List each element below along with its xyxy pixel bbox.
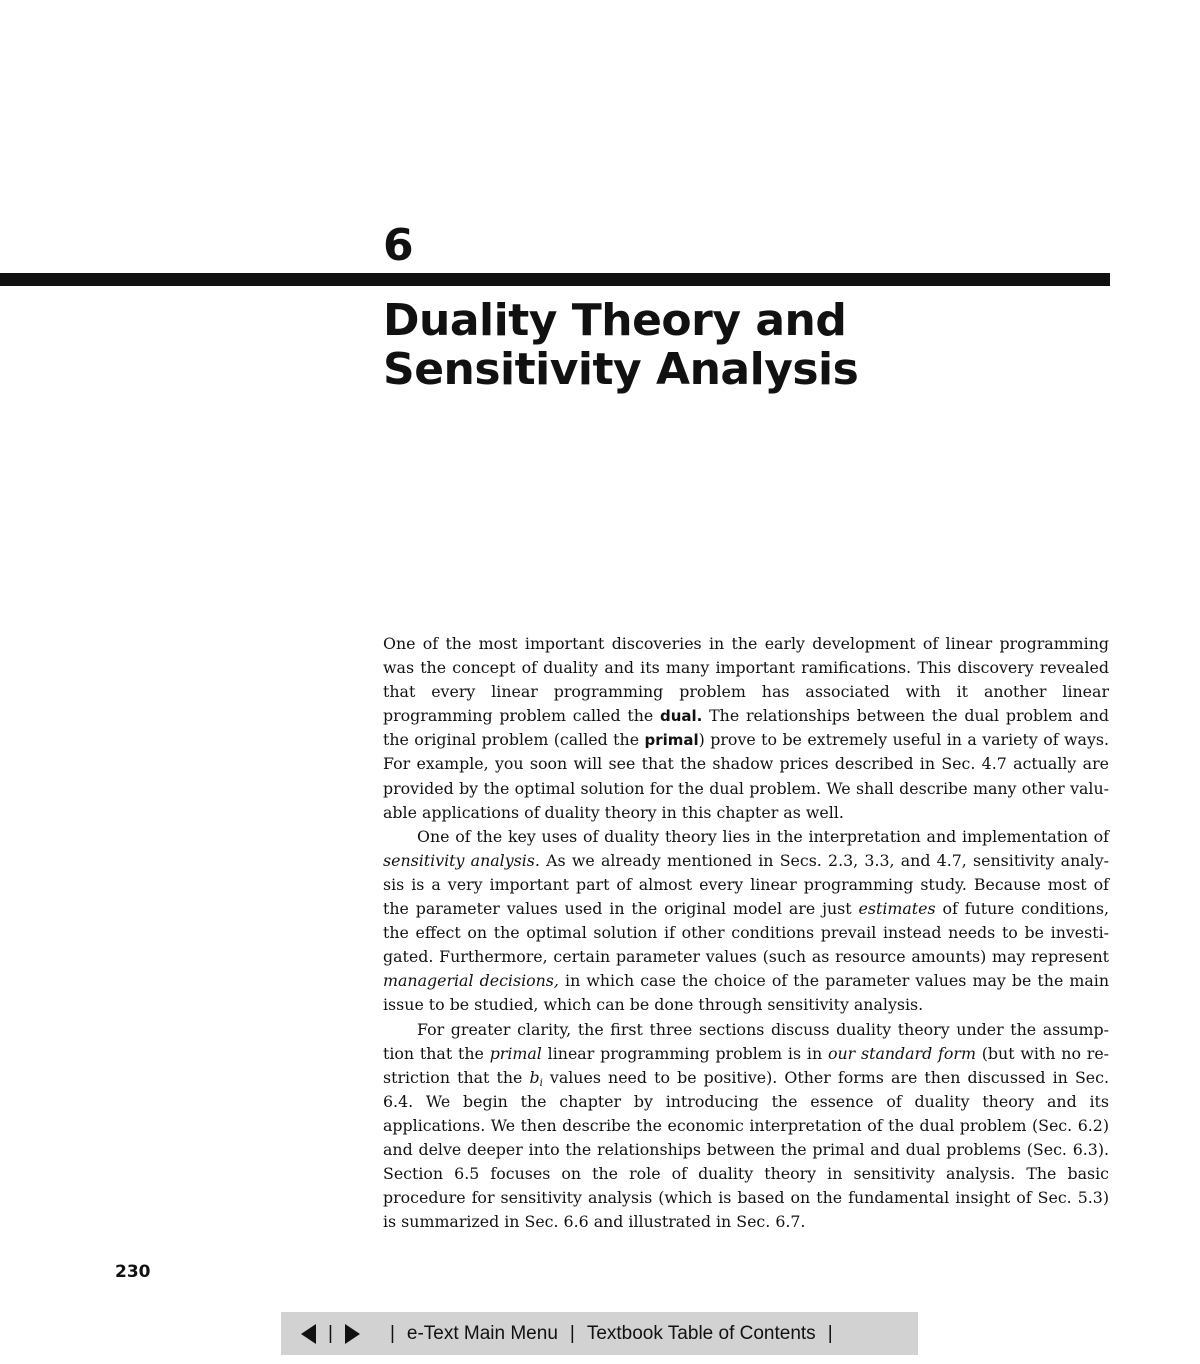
chapter-title bbox=[383, 296, 858, 394]
page-number: 230 bbox=[115, 1262, 151, 1282]
term-sensitivity-analysis: sensitivity analysis. bbox=[383, 850, 540, 870]
text-run: One of the key uses of duality theory lies in the interpretation and implementation of bbox=[417, 826, 1109, 846]
text-run: values need to be positive). Other forms are then discussed in Sec. 6.4. We begin the chapter by introducing the essence of duality theory and its applications. We then describe the economic interpretation of the dual problem (Sec. 6.2) and delve deeper into the relationships between the primal and dual problems (Sec. 6.3). Section 6.5 focuses on the role of duality theory in sensitivity analysis. The basic procedure for sensitivity analysis (which is based on the fundamental insight of Sec. 5.3) is summarized in Sec. 6.6 and illustrated in Sec. 6.7. bbox=[383, 1067, 1109, 1232]
chapter-introduction bbox=[383, 632, 1109, 1234]
text-run: ) prove to be extremely useful in a variety of ways. For example, you soon will see that the shadow prices described in Sec. 4.7 actually are provided by the optimal solution for the dual problem. We shall describe many other valuable applications of duality theory in this chapter as well. bbox=[383, 730, 1110, 822]
nav-separator: | bbox=[389, 1322, 395, 1344]
intro-paragraph-3 bbox=[383, 1018, 1109, 1235]
text-run: The relationships between the dual problem and the original problem (called the bbox=[383, 706, 1109, 750]
etext-main-menu-link[interactable]: e-Text Main Menu bbox=[406, 1322, 558, 1344]
chapter-title-line-1: Duality Theory and bbox=[383, 295, 847, 346]
variable-b: b bbox=[529, 1067, 540, 1087]
term-standard-form: our standard form bbox=[827, 1043, 976, 1063]
previous-page-icon[interactable] bbox=[301, 1324, 316, 1344]
text-run: (but with no restriction that the bbox=[383, 1043, 1110, 1087]
intro-paragraph-1 bbox=[383, 632, 1109, 825]
term-primal-italic: primal bbox=[489, 1043, 542, 1063]
term-primal: primal bbox=[644, 731, 699, 750]
variable-subscript-i: i bbox=[539, 1077, 543, 1089]
next-page-icon[interactable] bbox=[345, 1324, 360, 1344]
chapter-number: 6 bbox=[383, 220, 414, 271]
term-managerial-decisions: managerial decisions, bbox=[383, 971, 559, 991]
nav-separator: | bbox=[328, 1322, 333, 1344]
text-run: One of the most important discoveries in the early development of linear programming was the concept of duality and its many important ramifications. This discovery revealed that every linear programming problem has associated with it another linear programming problem called the bbox=[383, 634, 1109, 726]
chapter-title-line-2: Sensitivity Analysis bbox=[383, 344, 859, 395]
table-of-contents-link[interactable]: Textbook Table of Contents bbox=[586, 1322, 816, 1344]
intro-paragraph-2 bbox=[383, 825, 1109, 1018]
etext-navigation-bar bbox=[281, 1312, 918, 1355]
text-run: in which case the choice of the parameter values may be the main issue to be studied, which can be done through sensitivity analysis. bbox=[383, 971, 1109, 1015]
term-estimates: estimates bbox=[858, 899, 936, 919]
nav-separator: | bbox=[569, 1322, 575, 1344]
text-run: As we already mentioned in Secs. 2.3, 3.3, and 4.7, sensitivity analysis is a very important part of almost every linear programming study. Because most of the parameter values used in the original model are just bbox=[383, 850, 1110, 919]
nav-separator: | bbox=[827, 1322, 833, 1344]
text-run: of future conditions, the effect on the optimal solution if other conditions prevail instead needs to be investigated. Furthermore, certain parameter values (such as resource amounts) may represent bbox=[383, 899, 1109, 967]
chapter-rule bbox=[0, 273, 1110, 286]
text-run: linear programming problem is in bbox=[541, 1043, 828, 1063]
text-run: For greater clarity, the first three sections discuss duality theory under the assumption that the bbox=[383, 1019, 1109, 1063]
term-dual: dual. bbox=[659, 707, 703, 726]
